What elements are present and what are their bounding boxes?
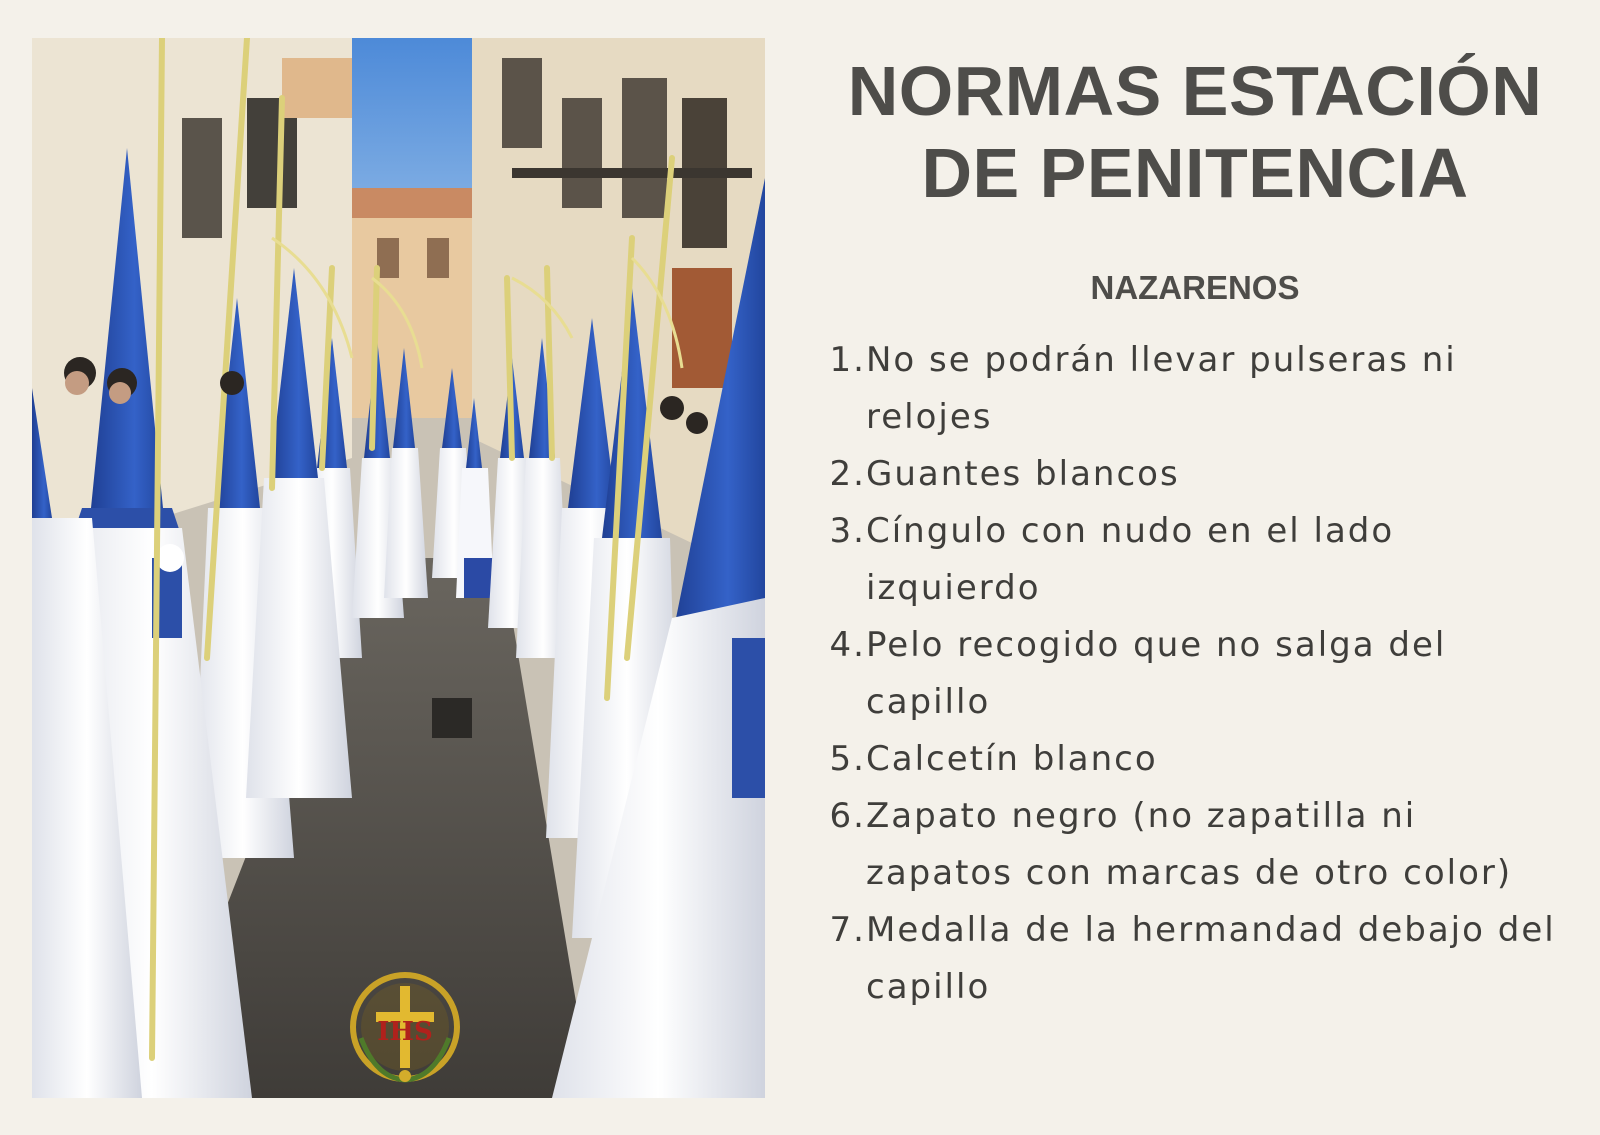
rule-item [822,902,1562,1016]
rule-item [822,503,1562,617]
rule-item [822,788,1562,902]
title-line-2: DE PENITENCIA [921,134,1469,212]
page-title [800,50,1590,214]
rule-text: No se podrán llevar pulseras ni relojes [866,340,1457,437]
page-subtitle: NAZARENOS [1090,269,1300,306]
title-line-1: NORMAS ESTACIÓN [847,52,1543,130]
rule-text: Cíngulo con nudo en el lado izquierdo [866,511,1395,608]
procession-photo [32,38,765,1098]
rule-item [822,332,1562,446]
procession-illustration [32,38,765,1098]
brotherhood-emblem [346,968,464,1086]
rule-number: 2. [829,454,866,494]
rule-item [822,446,1562,503]
rule-number: 3. [829,511,866,551]
rule-number: 4. [829,625,866,665]
emblem-ihs-text: IHS [377,1017,433,1047]
rule-text: Pelo recogido que no salga del capillo [866,625,1447,722]
rule-item [822,617,1562,731]
rule-number: 6. [829,796,866,836]
rule-text: Zapato negro (no zapatilla ni zapatos con marcas de otro color) [866,796,1513,893]
rule-number: 1. [829,340,866,380]
rule-text: Calcetín blanco [866,739,1158,779]
rule-item [822,731,1562,788]
rule-text: Medalla de la hermandad debajo del capillo [866,910,1556,1007]
rules-list [822,332,1562,1016]
rule-text: Guantes blancos [866,454,1180,494]
rule-number: 7. [829,910,866,950]
rule-number: 5. [829,739,866,779]
